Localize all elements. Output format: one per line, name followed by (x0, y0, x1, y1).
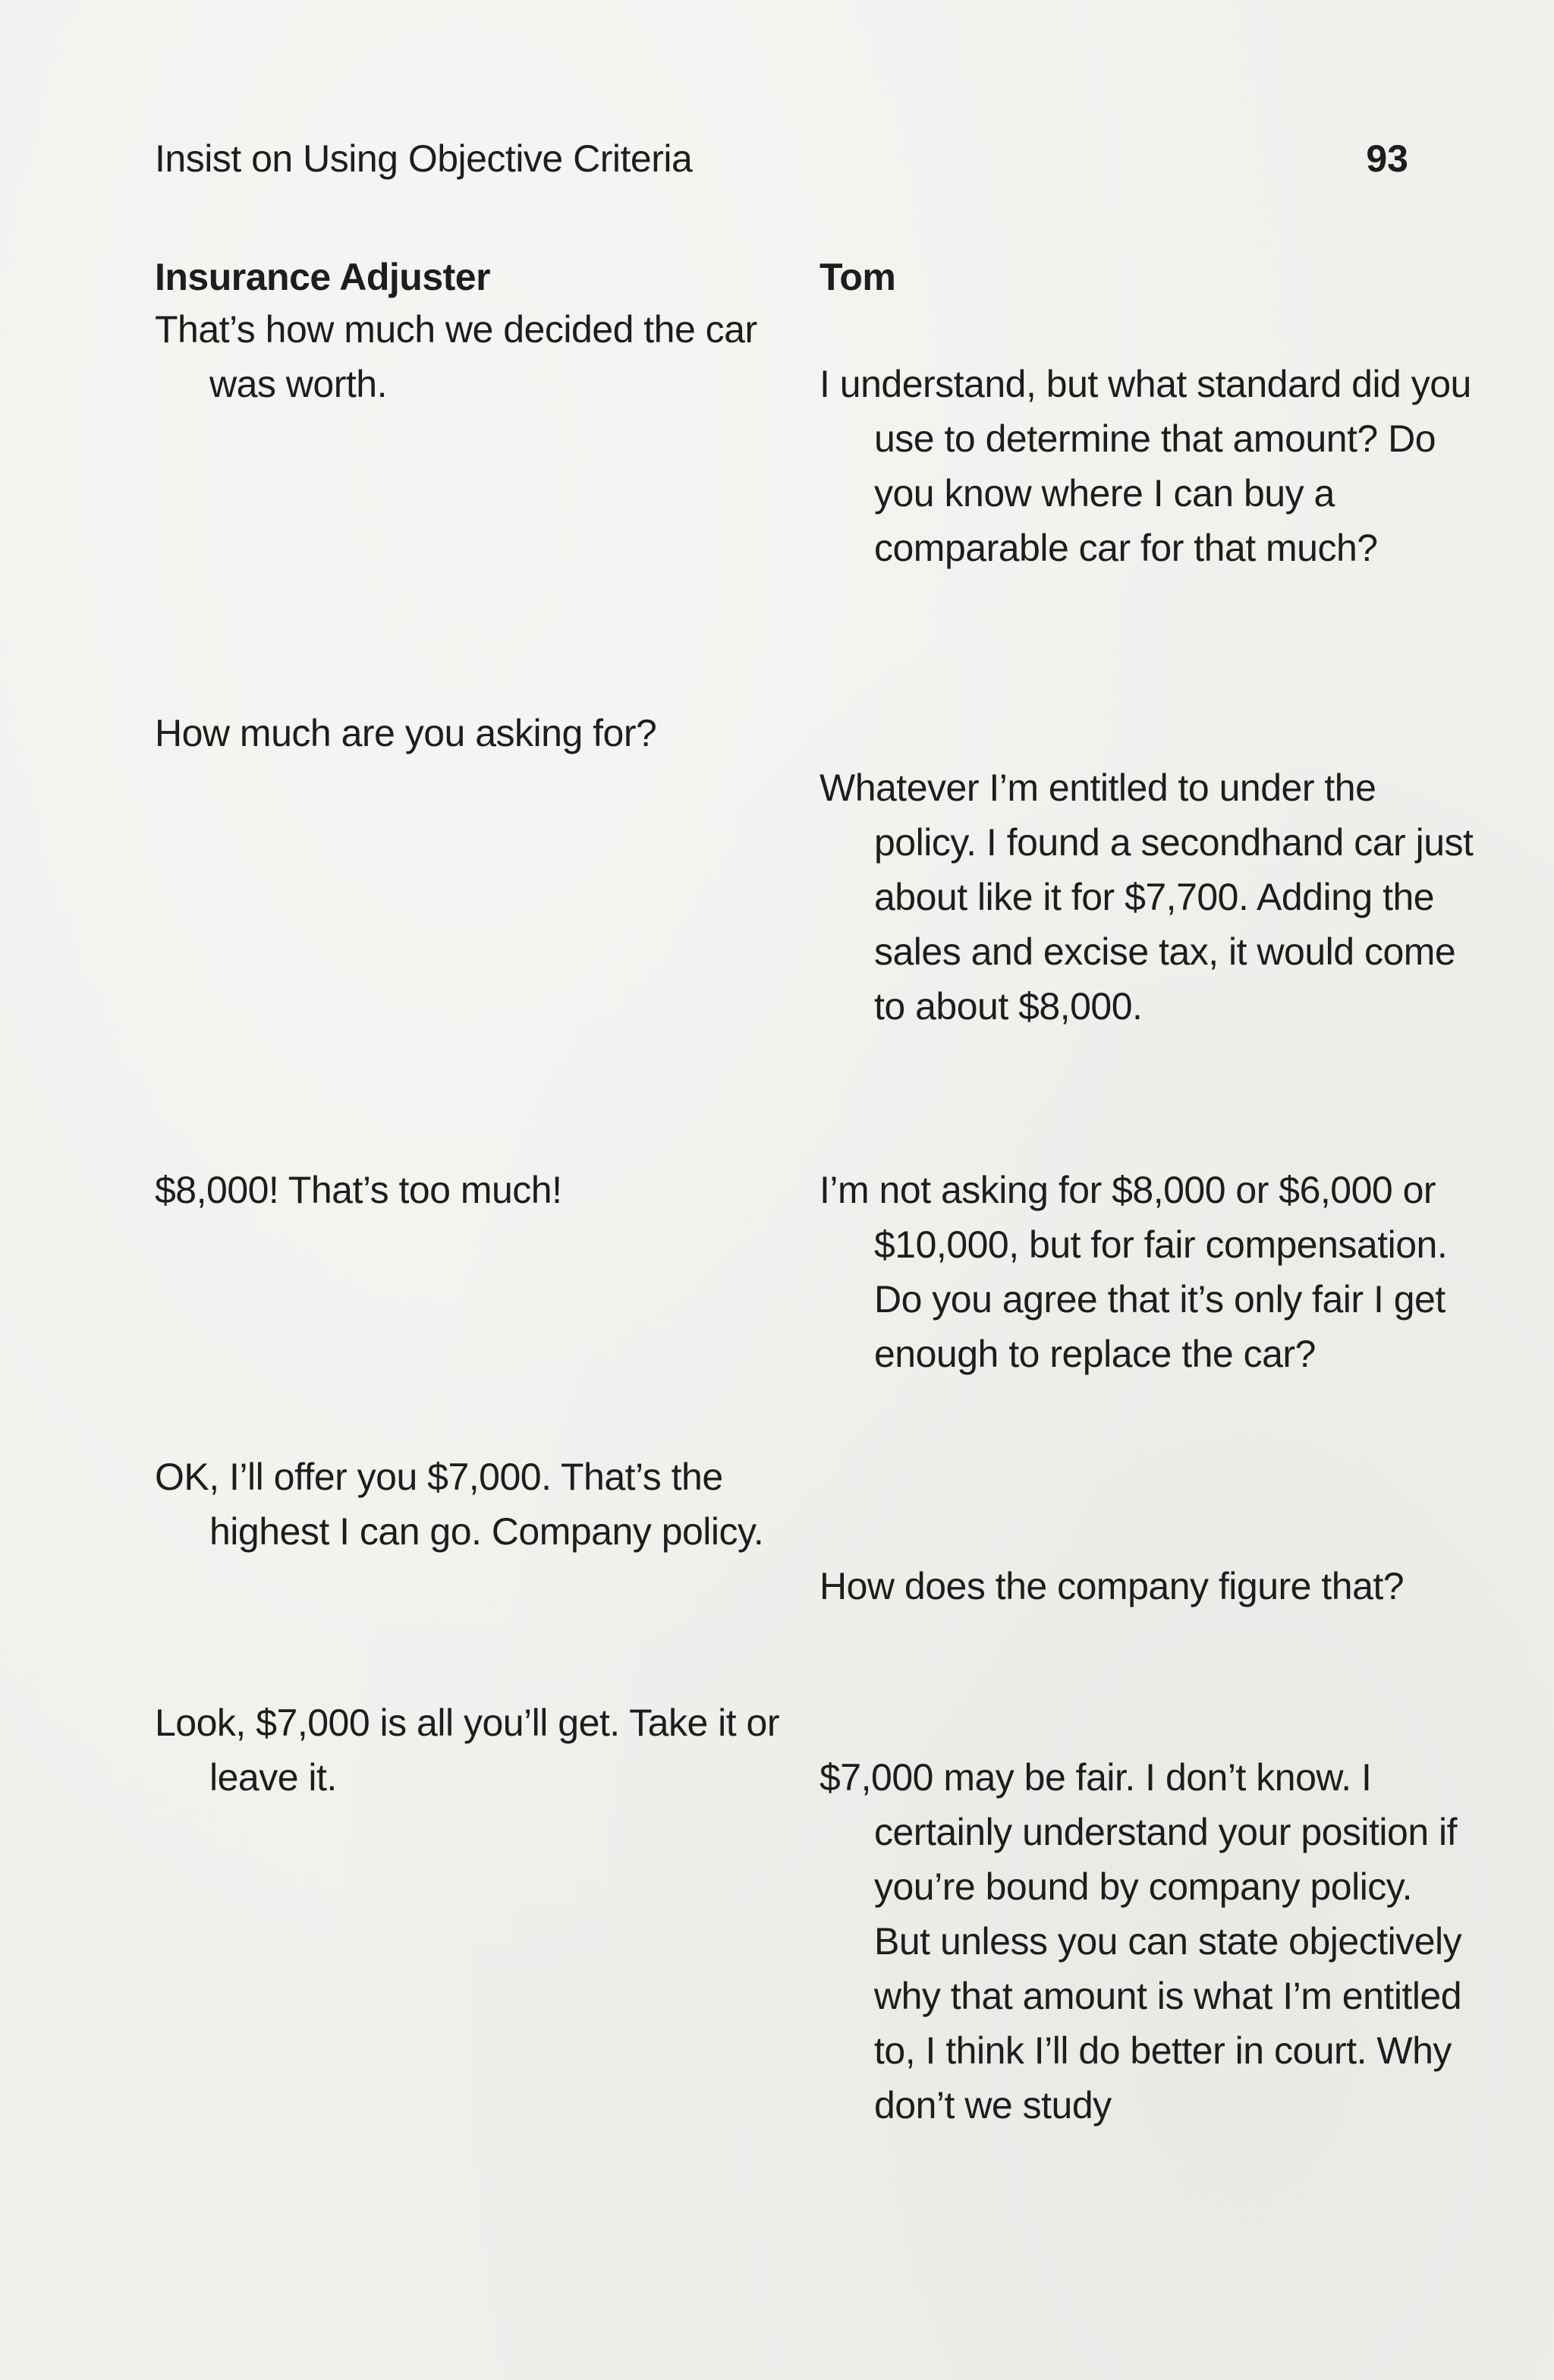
tom-speaker-heading: Tom (819, 256, 896, 298)
adjuster-line: $8,000! That’s too much! (155, 1169, 562, 1211)
tom-line: I’m not asking for $8,000 or $6,000 or $10,000, but for fair compensation. Do you agree that it’s only fair I get enough to replace the car? (819, 1169, 1448, 1375)
adjuster-line: That’s how much we decided the car was worth. (155, 308, 757, 405)
adjuster-speaker-heading: Insurance Adjuster (155, 256, 491, 298)
tom-line: Whatever I’m entitled to under the policy. I found a secondhand car just about like it for $7,700. Adding the sales and excise tax, it would come to about $8,000. (819, 767, 1474, 1028)
page-number: 93 (1366, 137, 1408, 180)
tom-line: $7,000 may be fair. I don’t know. I certainly understand your position if you’re bound by company policy. But unless you can state objectively why that amount is what I’m entitled to, I think I’ll do better in court. Why don’t we study (819, 1756, 1462, 2127)
adjuster-line: OK, I’ll offer you $7,000. That’s the highest I can go. Company policy. (155, 1456, 764, 1553)
running-head: Insist on Using Objective Criteria (155, 137, 693, 180)
adjuster-line: How much are you asking for? (155, 712, 657, 754)
tom-line: How does the company figure that? (819, 1565, 1405, 1607)
tom-line: I understand, but what standard did you use to determine that amount? Do you know where I can buy a comparable car for that much? (819, 363, 1471, 569)
adjuster-line: Look, $7,000 is all you’ll get. Take it or leave it. (155, 1702, 780, 1799)
